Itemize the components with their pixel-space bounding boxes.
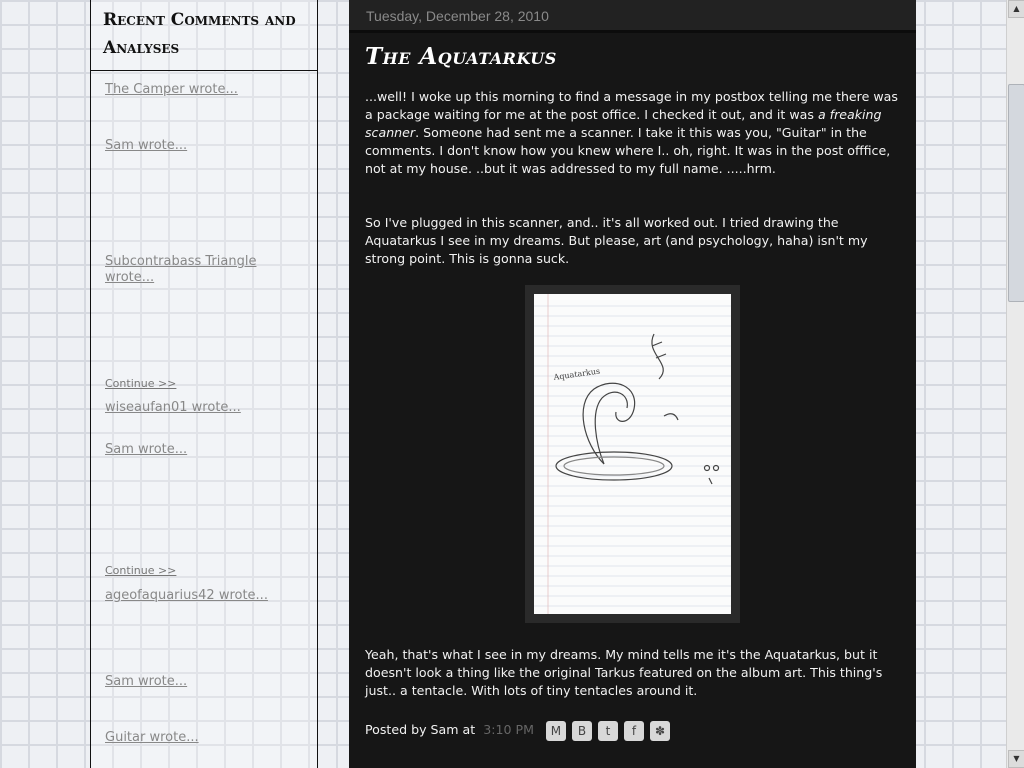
sidebar-title: Recent Comments and Analyses <box>91 0 317 71</box>
comment-link[interactable]: wiseaufan01 wrote... <box>105 400 241 415</box>
share-buttons <box>544 719 670 741</box>
comment-link[interactable]: ageofaquarius42 wrote... <box>105 588 268 603</box>
post-title[interactable]: The Aquatarkus <box>365 43 557 70</box>
vertical-scrollbar[interactable] <box>1006 0 1024 768</box>
comment-link[interactable]: The Camper wrote... <box>105 82 238 97</box>
paragraph-text: ...well! I woke up this morning to find a message in my postbox telling me there was a package waiting for me at the post office. I checked it out, and it was <box>365 89 898 122</box>
continue-link[interactable]: Continue >> <box>105 377 177 390</box>
buzz-icon[interactable]: ✽ <box>650 721 670 741</box>
post-date: Tuesday, December 28, 2010 <box>349 0 916 33</box>
comment-link[interactable]: Subcontrabass Triangle wrote... <box>105 254 257 285</box>
posted-by-text: Posted by Sam at <box>365 722 476 737</box>
comment-link[interactable]: Sam wrote... <box>105 138 188 153</box>
scroll-up-icon[interactable]: ▲ <box>1008 0 1024 18</box>
paragraph-text: . Someone had sent me a scanner. I take it this was you, "Guitar" in the comments. I don't know how you knew where I.. oh, right. It was in the post offfice, not at my house. ..but it was addressed to my full name. .....hrm. <box>365 125 891 176</box>
recent-comments-sidebar <box>90 0 318 768</box>
comment-link[interactable]: Sam wrote... <box>105 674 188 689</box>
scanned-sketch-image[interactable] <box>525 285 740 623</box>
sketch-label: Aquatarkus <box>553 366 601 382</box>
post-paragraph-3: Yeah, that's what I see in my dreams. My mind tells me it's the Aquatarkus, but it doesn't look a thing like the original Tarkus featured on the album art. This thing's just.. a tentacle. With lots of tiny tentacles around it. <box>365 647 883 698</box>
post-timestamp-link[interactable]: 3:10 PM <box>483 722 534 737</box>
comment-link[interactable]: Sam wrote... <box>105 442 188 457</box>
continue-link[interactable]: Continue >> <box>105 564 177 577</box>
blogger-icon[interactable]: B <box>572 721 592 741</box>
scroll-down-icon[interactable]: ▼ <box>1008 750 1024 768</box>
emphasis-text: a freaking scanner <box>365 107 882 140</box>
tentacle-sketch <box>534 294 731 614</box>
blog-post <box>349 0 916 768</box>
post-paragraph-1 <box>365 88 901 178</box>
comment-link[interactable]: Guitar wrote... <box>105 730 199 745</box>
email-icon[interactable]: M <box>546 721 566 741</box>
twitter-icon[interactable]: t <box>598 721 618 741</box>
scroll-thumb[interactable] <box>1008 84 1024 302</box>
post-paragraph-2: So I've plugged in this scanner, and.. it's all worked out. I tried drawing the Aquatarkus I see in my dreams. But please, art (and psychology, haha) isn't my strong point. This is gonna suck. <box>365 215 868 266</box>
notebook-paper <box>534 294 731 614</box>
post-footer <box>365 719 670 741</box>
facebook-icon[interactable]: f <box>624 721 644 741</box>
